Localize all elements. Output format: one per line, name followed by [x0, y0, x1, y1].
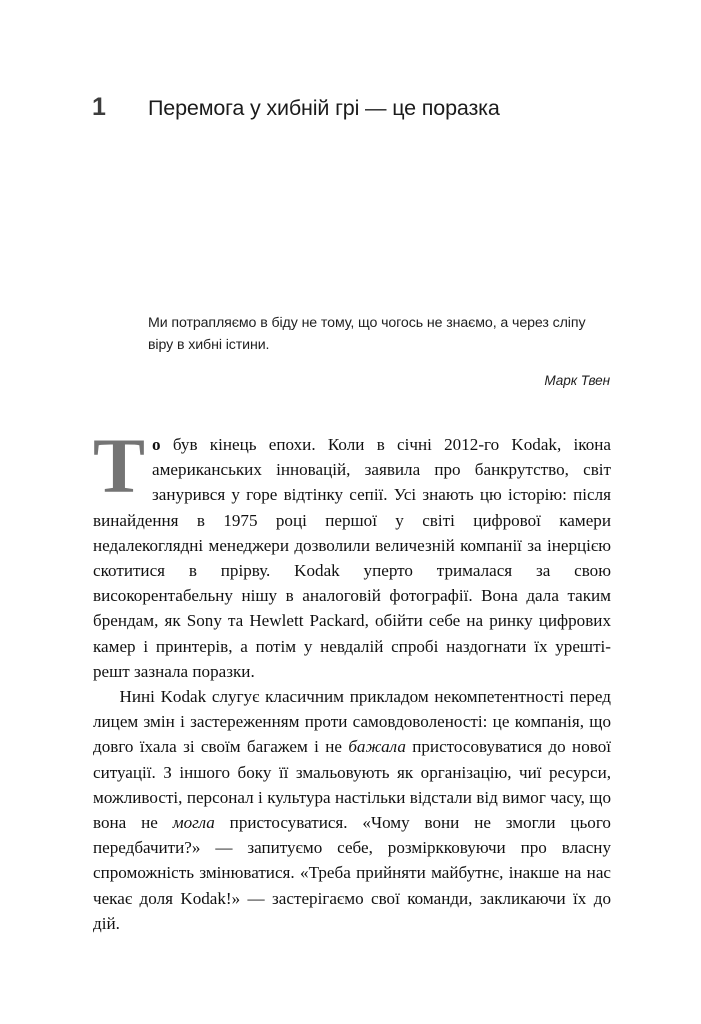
- paragraph-2-text-a: Нині Kodak слугує класичним прикладом некомпетентності перед лицем змін і застереженням проти самовдоволеності: це компанія, що довго їхала зі своїм багажем і не: [93, 687, 611, 757]
- chapter-title: Перемога у хибній грі — це поразка: [148, 96, 500, 120]
- body-paragraph-1: [93, 422, 611, 684]
- epigraph-block: [148, 313, 610, 388]
- epigraph-quote: Ми потрапляємо в біду не тому, що чогось не знаємо, а через сліпу віру в хибні істини.: [148, 315, 586, 353]
- paragraph-2-italic-bazhala: бажала: [348, 737, 406, 757]
- paragraph-1-text: був кінець епохи. Коли в січні 2012-го Kodak, ікона американських інновацій, заявила про банкрутство, світ занурився у горе відтінку сепії. Усі знають цю історію: після винайдення в 1975 році першої у світі цифрової камери недалекоглядні менеджери дозволили величезній компанії за інерцією скотитися в прірву. Kodak уперто трималася за свою високорентабельну нішу в аналоговій фотографії. Вона дала таким брендам, як Sony та Hewlett Packard, обійти себе на ринку цифрових камер і принтерів, а потім у невдалій спробі наздогнати їх урешті-решт зазнала поразки.: [93, 435, 611, 681]
- paragraph-2-text-b: пристосовуватися до нової ситуації. З іншого боку її змальовують як організацію, чиї ресурси, можливості, персонал і культура настільки відстали від вимог часу, що вона не: [93, 737, 611, 833]
- body-paragraph-2: [93, 684, 611, 936]
- drop-cap-letter: Т: [93, 422, 146, 509]
- epigraph-attribution: Марк Твен: [544, 373, 610, 388]
- body-text: [93, 422, 611, 936]
- chapter-header: [92, 92, 612, 123]
- paragraph-2-text-c: пристосуватися. «Чому вони не змогли цього передбачити?» — запитуємо себе, розміркковуючи про власну спроможність змінюватися. «Треба прийняти майбутнє, інакше на нас чекає доля Kodak!» — застерігаємо свої команди, закликаючи їх до дій.: [93, 813, 611, 933]
- first-word-bold: о: [152, 435, 161, 454]
- chapter-number: 1: [92, 93, 106, 121]
- paragraph-2-italic-mogla: могла: [172, 813, 215, 833]
